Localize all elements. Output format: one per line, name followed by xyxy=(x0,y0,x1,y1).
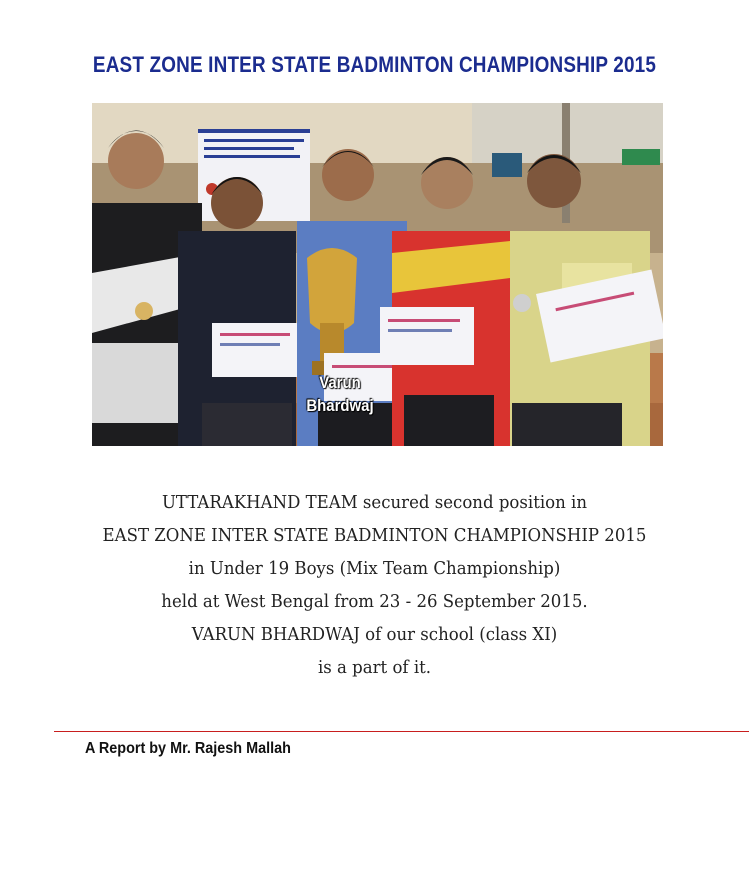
report-line: held at West Bengal from 23 - 26 September 2015. xyxy=(161,591,588,612)
report-byline: A Report by Mr. Rajesh Mallah xyxy=(85,740,291,757)
photo-name-first: Varun xyxy=(319,373,361,392)
photo-name-label xyxy=(300,371,379,417)
report-paragraph xyxy=(0,486,749,684)
page-title: EAST ZONE INTER STATE BADMINTON CHAMPIONSHIP 2015 xyxy=(92,52,657,77)
report-line: in Under 19 Boys (Mix Team Championship) xyxy=(188,558,561,579)
report-line: EAST ZONE INTER STATE BADMINTON CHAMPIONSHIP 2015 xyxy=(102,525,647,546)
divider-line xyxy=(54,731,749,732)
report-line: is a part of it. xyxy=(317,657,432,678)
photo-name-last: Bhardwaj xyxy=(306,396,374,415)
team-photo xyxy=(92,103,663,446)
report-line: VARUN BHARDWAJ of our school (class XI) xyxy=(191,624,558,645)
report-line: UTTARAKHAND TEAM secured second position in xyxy=(161,492,588,513)
